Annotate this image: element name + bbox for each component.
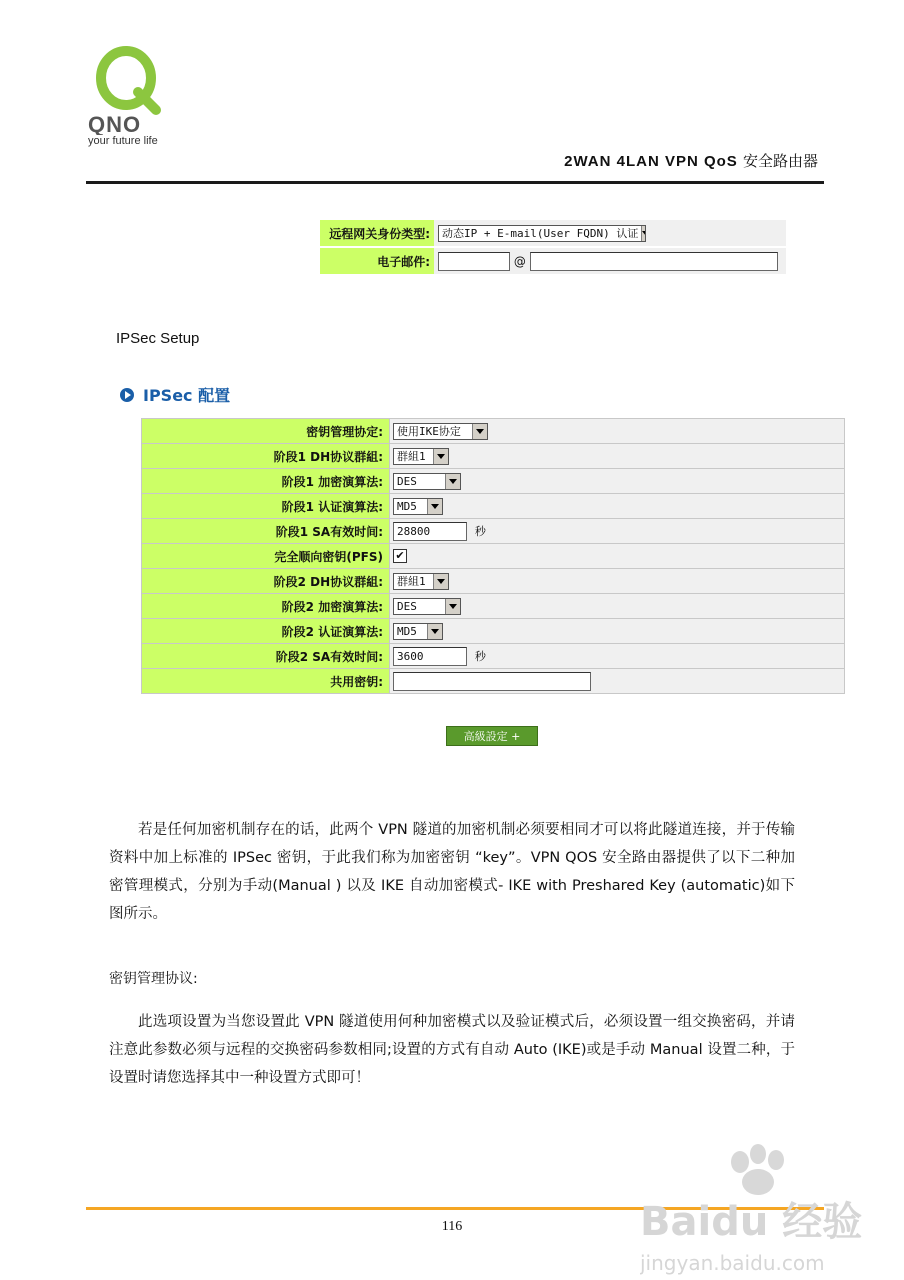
phase1-auth-label: 阶段1 认证演算法:: [142, 494, 390, 519]
email-domain-input[interactable]: [530, 252, 778, 271]
header-divider: [86, 181, 824, 184]
logo-wordmark: QNO: [88, 112, 142, 135]
remote-gateway-table: [320, 220, 786, 276]
document-title: [564, 150, 818, 171]
table-row: [142, 644, 845, 669]
table-row: [142, 544, 845, 569]
phase2-sa-lifetime-input[interactable]: 3600: [393, 647, 467, 666]
page-number: 116: [441, 1219, 463, 1234]
email-user-input[interactable]: [438, 252, 510, 271]
remote-id-type-select[interactable]: 动态IP + E-mail(User FQDN) 认证: [438, 225, 646, 242]
phase2-sa-lifetime-label: 阶段2 SA有效时间:: [142, 644, 390, 669]
chevron-down-icon: [641, 226, 646, 241]
qno-logo: [86, 40, 186, 150]
table-row: [142, 594, 845, 619]
phase1-encryption-select[interactable]: DES: [393, 473, 461, 490]
chevron-down-icon: [433, 449, 448, 464]
remote-id-type-label: 远程网关身份类型:: [320, 220, 434, 247]
at-sign: @: [513, 254, 526, 268]
phase1-encryption-label: 阶段1 加密演算法:: [142, 469, 390, 494]
chevron-down-icon: [427, 499, 442, 514]
phase1-sa-lifetime-input[interactable]: 28800: [393, 522, 467, 541]
phase2-auth-label: 阶段2 认证演算法:: [142, 619, 390, 644]
ipsec-setup-caption: IPSec Setup: [116, 330, 200, 347]
watermark-brand: Baidu 经验: [640, 1199, 863, 1245]
phase2-auth-select[interactable]: MD5: [393, 623, 443, 640]
table-row: [142, 494, 845, 519]
table-row: [320, 220, 786, 247]
preshared-key-label: 共用密钥:: [142, 669, 390, 694]
phase1-dh-label: 阶段1 DH协议群組:: [142, 444, 390, 469]
chevron-down-icon: [433, 574, 448, 589]
table-row: [142, 519, 845, 544]
play-bullet-icon: [120, 388, 134, 402]
phase1-sa-lifetime-label: 阶段1 SA有效时间:: [142, 519, 390, 544]
preshared-key-input[interactable]: [393, 672, 591, 691]
email-label: 电子邮件:: [320, 247, 434, 275]
seconds-unit: 秒: [474, 650, 486, 663]
chevron-down-icon: [427, 624, 442, 639]
watermark-url: jingyan.baidu.com: [640, 1251, 825, 1275]
chevron-down-icon: [472, 424, 487, 439]
section-heading: [120, 383, 230, 406]
phase1-auth-select[interactable]: MD5: [393, 498, 443, 515]
key-mgmt-label: 密钥管理协定:: [142, 419, 390, 444]
chevron-down-icon: [445, 599, 460, 614]
body-paragraph: 此选项设置为当您设置此 VPN 隧道使用何种加密模式以及验证模式后，必须设置一组交换密码，并请注意此参数必须与远程的交换密码参数相同;设置的方式有自动 Auto (IKE)或是手动 Manual 设置二种，于设置时请您选择其中一种设置方式即可！: [109, 1014, 795, 1086]
advanced-settings-button[interactable]: 高級設定 +: [446, 726, 538, 746]
paw-icon: [731, 1144, 784, 1195]
chevron-down-icon: [445, 474, 460, 489]
ipsec-config-table: [141, 418, 845, 694]
key-mgmt-select[interactable]: 使用IKE协定: [393, 423, 488, 440]
seconds-unit: 秒: [474, 525, 486, 538]
table-row: [142, 469, 845, 494]
table-row: [142, 419, 845, 444]
qno-logo-mark-icon: [86, 40, 186, 135]
phase2-dh-select[interactable]: 群組1: [393, 573, 449, 590]
table-row: [320, 247, 786, 275]
table-row: [142, 669, 845, 694]
baidu-watermark: [640, 1140, 870, 1280]
table-row: [142, 619, 845, 644]
table-row: [142, 569, 845, 594]
document-title-en: 2WAN 4LAN VPN QoS: [564, 153, 738, 170]
phase2-dh-label: 阶段2 DH协议群組:: [142, 569, 390, 594]
document-title-cn: 安全路由器: [742, 152, 818, 170]
table-row: [142, 444, 845, 469]
body-paragraph: 若是任何加密机制存在的话，此两个 VPN 隧道的加密机制必须要相同才可以将此隧道连接，并于传输资料中加上标准的 IPSec 密钥，于此我们称为加密密钥 “key”。VPN QOS 安全路由器提供了以下二种加密管理模式，分别为手动(Manual ) 以及 IKE 自动加密模式- IKE with Preshared Key (automatic)如下图所示。: [109, 822, 795, 922]
key-mgmt-subheading: 密钥管理协议:: [109, 971, 198, 987]
logo-tagline: your future life: [88, 135, 158, 147]
section-heading-text: IPSec 配置: [143, 386, 231, 405]
pfs-label: 完全顺向密钥(PFS): [142, 544, 390, 569]
phase2-encryption-select[interactable]: DES: [393, 598, 461, 615]
pfs-checkbox[interactable]: ✔: [393, 549, 407, 563]
phase1-dh-select[interactable]: 群組1: [393, 448, 449, 465]
phase2-encryption-label: 阶段2 加密演算法:: [142, 594, 390, 619]
